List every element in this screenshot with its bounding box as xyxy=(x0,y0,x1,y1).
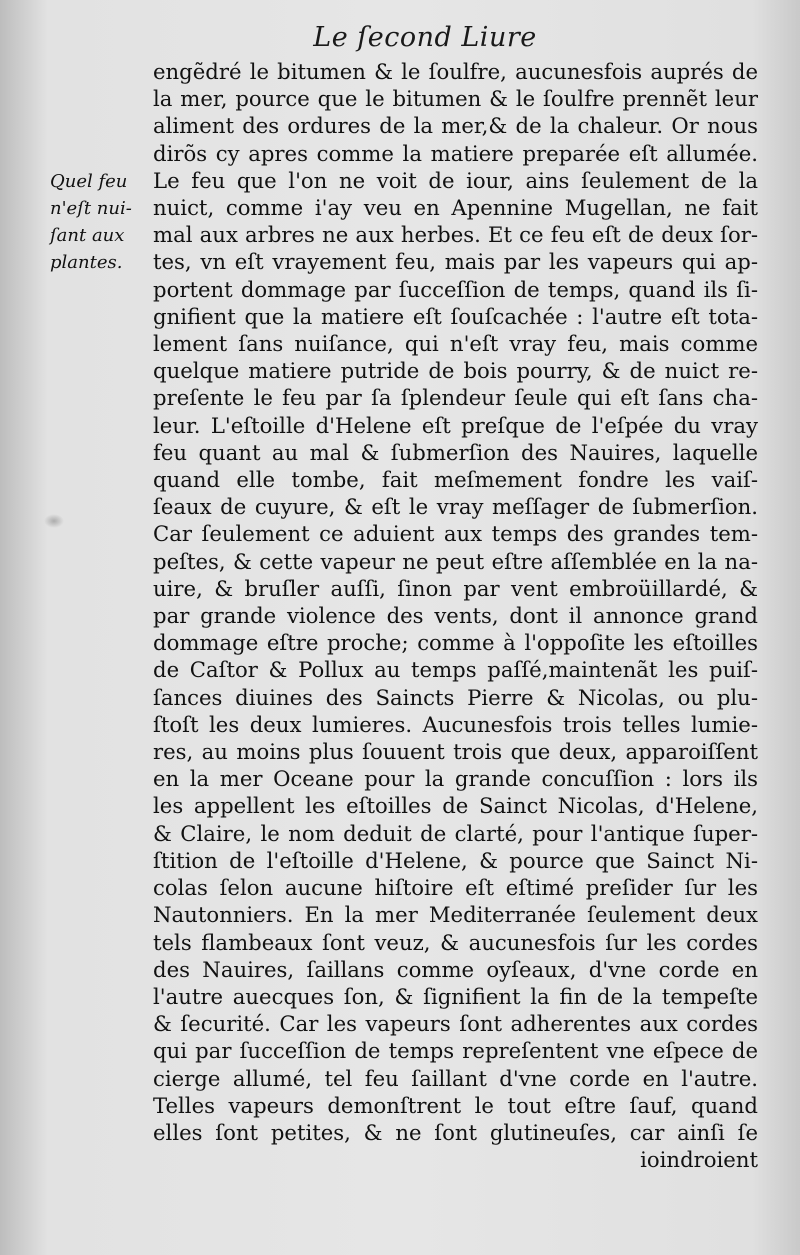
text-line: Nautonniers. En la mer Mediterranée ſeulement deux xyxy=(153,902,758,928)
text-line: ſtition de l'eſtoille d'Helene, & pource que Sainct Ni- xyxy=(153,847,758,873)
text-line: des Nauires, ſaillans comme oyſeaux, d'vne corde en xyxy=(153,956,758,982)
margin-note-line: ſant aux xyxy=(50,225,125,246)
page-title: Le ſecond Liure xyxy=(313,22,537,53)
text-line: tes, vn eſt vrayement feu, mais par les vapeurs qui ap- xyxy=(153,249,758,275)
text-line: la mer, pource que le bitumen & le ſoulfre prennẽt leur xyxy=(153,86,758,112)
text-line: colas ſelon aucune hiſtoire eſt eſtimé preſider ſur les xyxy=(153,875,758,901)
text-line: leur. L'eſtoille d'Helene eſt preſque de l'eſpée du vray xyxy=(153,412,758,438)
text-line: peſtes, & cette vapeur ne peut eſtre aſſemblée en la na- xyxy=(153,548,758,574)
text-line: ſtoſt les deux lumieres. Aucunesfois trois telles lumie- xyxy=(153,711,758,737)
text-line: ſeaux de cuyure, & eſt le vray meſſager de ſubmerſion. xyxy=(153,494,758,520)
text-line: quelque matiere putride de bois pourry, & de nuict re- xyxy=(153,358,758,384)
text-line: nuict, comme i'ay veu en Apennine Mugellan, ne fait xyxy=(153,195,758,221)
catchword: ioindroient xyxy=(640,1147,758,1173)
running-header xyxy=(0,22,800,53)
text-line: les appellent les eſtoilles de Sainct Nicolas, d'Helene, xyxy=(153,793,758,819)
text-line: & Claire, le nom deduit de clarté, pour l'antique ſuper- xyxy=(153,820,758,846)
text-line: par grande violence des vents, dont il annonce grand xyxy=(153,603,758,629)
text-line: portent dommage par ſucceſſion de temps, quand ils ſi- xyxy=(153,276,758,302)
text-line: cierge allumé, tel feu ſaillant d'vne corde en l'autre. xyxy=(153,1065,758,1091)
text-line: qui par ſucceſſion de temps repreſentent vne eſpece de xyxy=(153,1038,758,1064)
ink-blot xyxy=(44,514,64,528)
text-line: tels flambeaux ſont veuz, & aucunesfois ſur les cordes xyxy=(153,929,758,955)
text-line: dirõs cy apres comme la matiere preparée eſt allumée. xyxy=(153,140,758,166)
text-line: mal aux arbres ne aux herbes. Et ce feu eſt de deux ſor- xyxy=(153,222,758,248)
text-line: gnifient que la matiere eſt ſouſcachée : l'autre eſt tota- xyxy=(153,303,758,329)
text-line: preſente le feu par ſa ſplendeur ſeule qui eſt ſans cha- xyxy=(153,385,758,411)
text-line: Telles vapeurs demonſtrent le tout eſtre ſauf, quand xyxy=(153,1092,758,1118)
margin-note-line: plantes. xyxy=(50,252,123,273)
text-line: elles ſont petites, & ne ſont glutineuſes, car ainſi ſe xyxy=(153,1119,758,1145)
text-line: de Caſtor & Pollux au temps paſſé,maintenãt les puiſ- xyxy=(153,657,758,683)
margin-note-line: Quel feu xyxy=(50,171,128,192)
marginal-note xyxy=(50,168,142,276)
text-line: ſances diuines des Saincts Pierre & Nicolas, ou plu- xyxy=(153,684,758,710)
text-line: & ſecurité. Car les vapeurs ſont adherentes aux cordes xyxy=(153,1011,758,1037)
text-line: en la mer Oceane pour la grande concuſſion : lors ils xyxy=(153,766,758,792)
text-line: res, au moins plus ſouuent trois que deux, apparoiſſent xyxy=(153,739,758,765)
text-line: l'autre auecques ſon, & ſignifient la fin de la tempeſte xyxy=(153,983,758,1009)
text-line: uire, & bruſler auſſi, ſinon par vent embroüillardé, & xyxy=(153,575,758,601)
text-line: quand elle tombe, fait meſmement fondre les vaiſ- xyxy=(153,467,758,493)
body-text xyxy=(153,58,758,1173)
text-line: lement ſans nuiſance, qui n'eſt vray feu, mais comme xyxy=(153,331,758,357)
text-line: feu quant au mal & ſubmerſion des Nauires, laquelle xyxy=(153,439,758,465)
text-line: aliment des ordures de la mer,& de la chaleur. Or nous xyxy=(153,113,758,139)
text-line: Car ſeulement ce aduient aux temps des grandes tem- xyxy=(153,521,758,547)
text-line: engẽdré le bitumen & le ſoulfre, aucunesfois auprés de xyxy=(153,59,758,84)
margin-note-line: n'eſt nui- xyxy=(50,198,132,219)
text-line: dommage eſtre proche; comme à l'oppoſite les eſtoilles xyxy=(153,630,758,656)
text-line: Le feu que l'on ne voit de iour, ains ſeulement de la xyxy=(153,167,758,193)
